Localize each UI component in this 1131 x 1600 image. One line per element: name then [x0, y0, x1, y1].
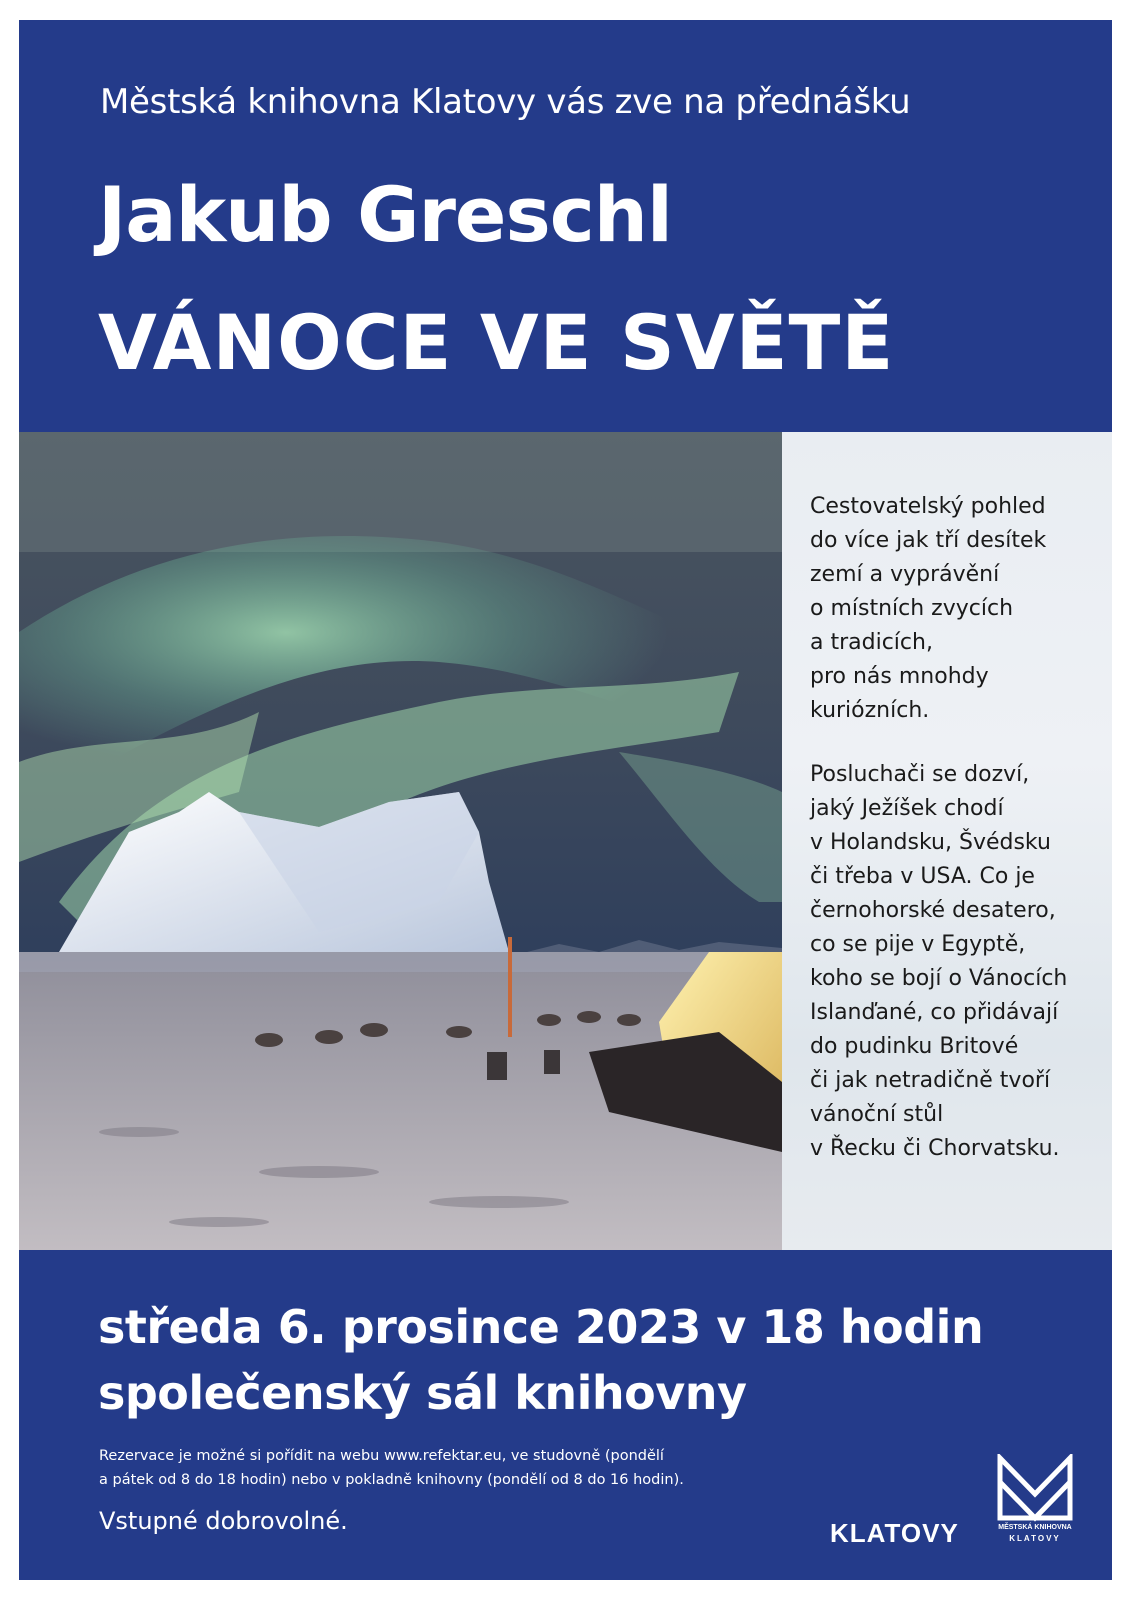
library-m-icon — [996, 1454, 1074, 1522]
description-paragraph-1: Cestovatelský pohled do více jak tří desítek zemí a vyprávění o místních zvycích a tradicích, pro nás mnohdy kuriózních. — [810, 494, 1047, 723]
description-paragraph-2: Posluchači se dozví, jaký Ježíšek chodí v Holandsku, Švédsku či třeba v USA. Co je černohorské desatero, co se pije v Egyptě, koho se bojí o Vánocích Islanďané, co přidávají do pudinku Britové či jak netradičně tvoří vánoční stůl v Řecku či Chorvatsku. — [810, 762, 1068, 1161]
aurora-iceberg-photo — [19, 432, 782, 1250]
library-logo — [996, 1454, 1074, 1546]
reservation-info: Rezervace je možné si pořídit na webu www.refektar.eu, ve studovně (pondělí a pátek od 8 do 18 hodin) nebo v pokladně knihovny (pondělí od 8 do 16 hodin). — [99, 1448, 684, 1488]
invite-line: Městská knihovna Klatovy vás zve na přednášku — [100, 82, 911, 122]
library-logo-line1: MĚSTSKÁ KNIHOVNA — [998, 1524, 1072, 1531]
event-venue: společenský sál knihovny — [98, 1366, 747, 1420]
library-logo-line2: KLATOVY — [1009, 1534, 1061, 1543]
admission-note: Vstupné dobrovolné. — [99, 1507, 348, 1535]
event-date: středa 6. prosince 2023 v 18 hodin — [98, 1300, 984, 1354]
lecture-title: VÁNOCE VE SVĚTĚ — [98, 298, 895, 387]
speaker-name: Jakub Greschl — [98, 170, 672, 259]
description-panel — [782, 432, 1112, 1250]
klatovy-city-logo: KLATOVY — [830, 1518, 959, 1548]
